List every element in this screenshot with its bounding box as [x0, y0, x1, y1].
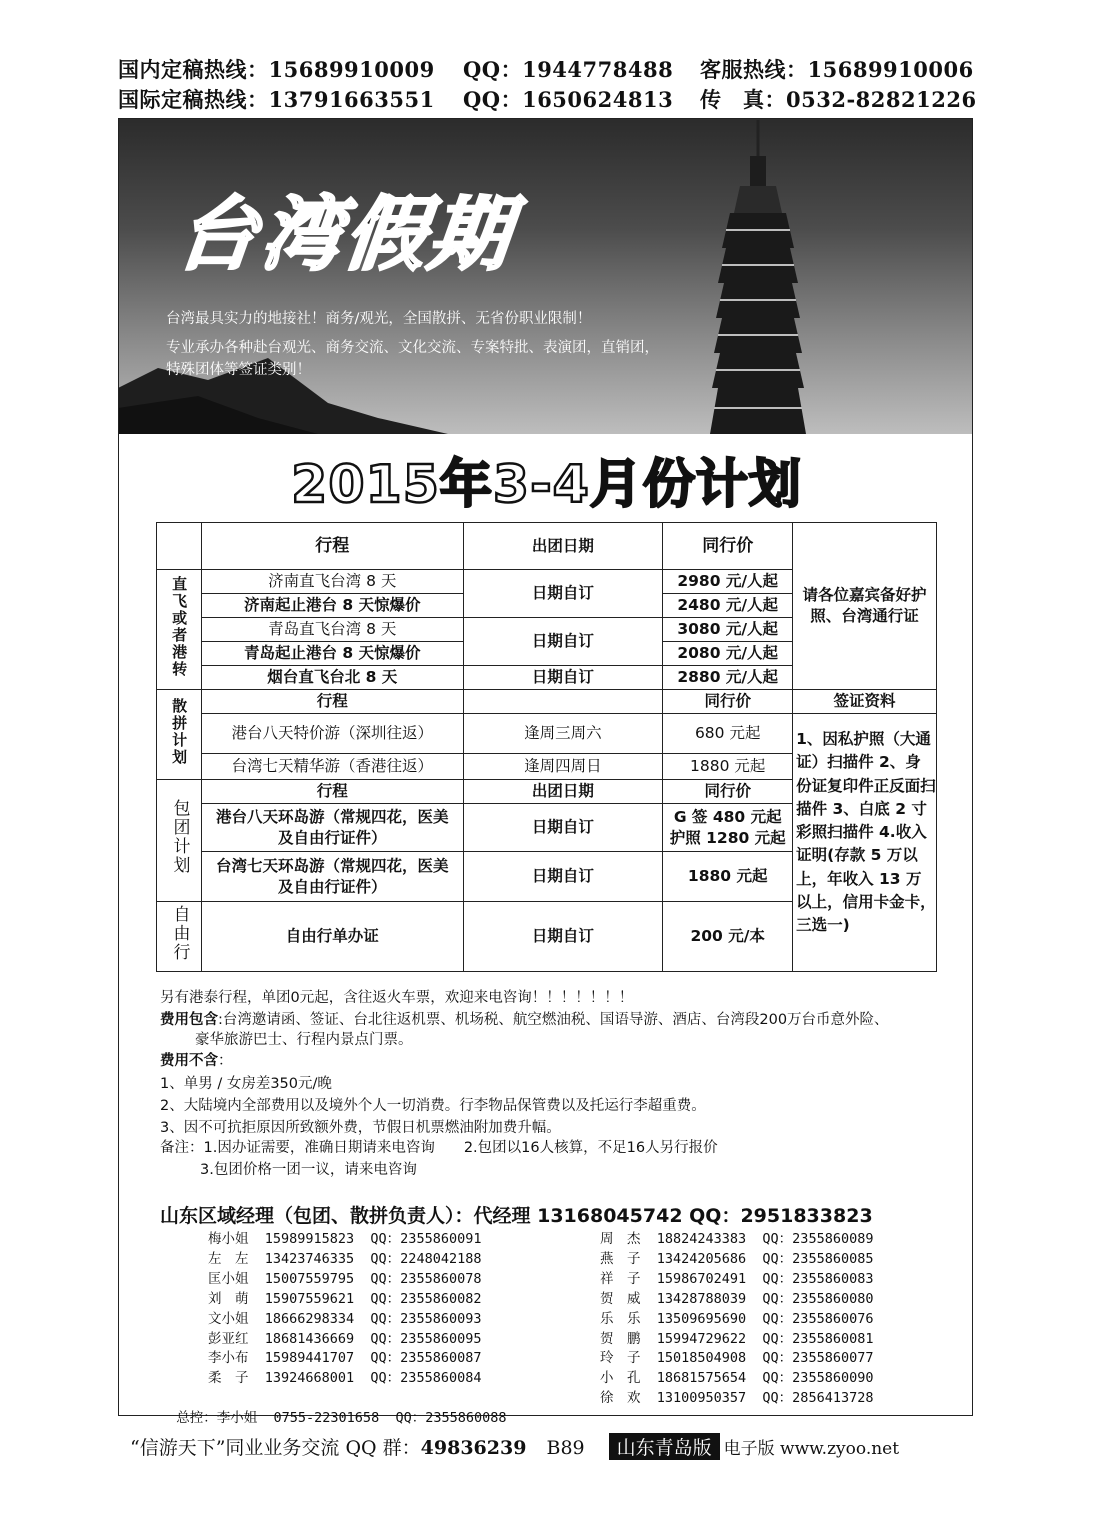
domestic-hotline: 国内定稿热线：15689910009 — [118, 57, 435, 82]
scatter-route-header: 行程 — [201, 690, 463, 714]
contact-name: 徐 欢 — [600, 1390, 641, 1407]
contact-name: 刘 萌 — [208, 1290, 249, 1307]
contact-phone: 18824243383 — [640, 1231, 747, 1247]
contact-qq: QQ：2355860077 — [746, 1350, 874, 1367]
contact-name: 乐 乐 — [600, 1310, 641, 1327]
contact-phone: 15989441707 — [248, 1350, 355, 1367]
fee-excluded — [160, 1051, 233, 1071]
section-scatter-text: 散拼计划 — [170, 697, 189, 766]
contact-qq: QQ：2355860078 — [354, 1270, 482, 1287]
col-date-header: 出团日期 — [463, 523, 663, 570]
footer-site: 电子版 www.zyoo.net — [723, 1439, 900, 1459]
group-route-header: 行程 — [201, 780, 463, 804]
contact-qq: QQ：2355860090 — [746, 1370, 874, 1387]
plan-title: 2015年3-4月份计划 — [291, 455, 802, 515]
footer-qq-group: 49836239 — [420, 1437, 527, 1459]
route-cell: 港台八天环岛游（常规四花，医美及自由行证件） — [201, 804, 463, 852]
contact-name: 祥 子 — [600, 1270, 641, 1287]
frame-left — [118, 118, 119, 1416]
price-table — [156, 522, 937, 972]
fax: 传 真：0532-82821226 — [700, 87, 977, 112]
visa-header: 签证资料 — [793, 690, 937, 714]
contact-qq: QQ：2355860087 — [354, 1350, 482, 1367]
route-cell: 济南起止港台 8 天惊爆价 — [201, 594, 463, 618]
scatter-price-header: 同行价 — [663, 690, 793, 714]
date-cell: 日期自订 — [463, 666, 663, 690]
contact-row — [600, 1330, 873, 1350]
regional-manager: 山东区域经理（包团、散拼负责人）：代经理 13168045742 QQ：2951833823 — [160, 1205, 873, 1227]
contact-name: 周 杰 — [600, 1231, 641, 1247]
fee-included-label: 费用包含 — [160, 1012, 218, 1028]
contact-name: 小 孔 — [600, 1370, 641, 1387]
date-cell: 日期自订 — [463, 618, 663, 666]
price-cell: 2980 元/人起 — [663, 570, 793, 594]
contact-qq: QQ：2248042188 — [354, 1250, 482, 1267]
date-cell: 逢周四周日 — [463, 754, 663, 780]
banner-line-1: 台湾最具实力的地接社！商务/观光，全国散拼、无省份职业限制！ — [166, 311, 592, 327]
blank-cell — [157, 523, 202, 570]
contact-name: 左 左 — [208, 1250, 249, 1267]
contact-qq: QQ：2355860091 — [354, 1231, 482, 1247]
price-cell — [663, 804, 793, 852]
banner-line-2: 专业承办各种赴台观光、商务交流、文化交流、专案特批、表演团，直销团， — [166, 340, 659, 356]
contact-row — [600, 1250, 873, 1270]
table-header-row — [157, 523, 937, 570]
date-cell: 日期自订 — [463, 902, 663, 972]
domestic-qq: QQ：1944778488 — [463, 57, 674, 82]
contact-name: 燕 子 — [600, 1250, 641, 1267]
section-free-label — [157, 902, 202, 972]
price-cell: 1880 元起 — [663, 754, 793, 780]
contact-qq: QQ：2355860080 — [746, 1290, 874, 1307]
fee-included-text: :台湾邀请函、签证、台北往返机票、机场税、航空燃油税、国语导游、酒店、台湾段200万台币意外险、 — [218, 1012, 889, 1028]
blank-cell — [463, 690, 663, 714]
route-cell: 台湾七天精华游（香港往返） — [201, 754, 463, 780]
contact-name: 贺 威 — [600, 1290, 641, 1307]
fee-excluded-3: 3、因不可抗拒原因所致额外费，节假日机票燃油附加费升幅。 — [160, 1120, 561, 1136]
price-cell: 2080 元/人起 — [663, 642, 793, 666]
contact-row — [600, 1369, 873, 1389]
contact-qq: QQ：2355860095 — [354, 1330, 482, 1347]
contact-name: 梅小姐 — [208, 1231, 249, 1247]
contact-row — [208, 1349, 481, 1369]
contact-row — [208, 1310, 481, 1330]
col-price-header: 同行价 — [663, 523, 793, 570]
contact-row — [208, 1369, 481, 1389]
contact-name: 匡小姐 — [208, 1270, 249, 1287]
intl-hotline: 国际定稿热线：13791663551 — [118, 87, 435, 112]
contact-phone: 13509695690 — [640, 1310, 747, 1327]
route-cell: 青岛起止港台 8 天惊爆价 — [201, 642, 463, 666]
table-row — [157, 714, 937, 754]
contacts-left — [208, 1230, 481, 1389]
contact-chief — [160, 1389, 507, 1429]
contact-row — [208, 1230, 481, 1250]
contact-phone: 13100950357 — [640, 1390, 747, 1407]
date-cell: 日期自订 — [463, 852, 663, 902]
contact-row — [208, 1250, 481, 1270]
section-free-text: 自由行 — [169, 904, 190, 962]
intl-qq: QQ：1650624813 — [463, 87, 674, 112]
section-direct-text: 直飞或者港转 — [170, 575, 189, 678]
contact-phone: 18681436669 — [248, 1330, 355, 1347]
visa-requirements: 1、因私护照（大通证）扫描件 2、身份证复印件正反面扫描件 3、白底 2 寸彩照扫描件 4.收入证明(存款 5 万以上，年收入 13 万以上，信用卡金卡，三选一) — [793, 714, 937, 972]
contact-phone: 13424205686 — [640, 1250, 747, 1267]
passport-note: 请各位嘉宾备好护照、台湾通行证 — [793, 523, 937, 690]
contact-qq: QQ：2355860084 — [354, 1370, 482, 1387]
contact-name: 李小布 — [208, 1350, 249, 1367]
contact-row — [208, 1270, 481, 1290]
contact-phone: 13428788039 — [640, 1290, 747, 1307]
price-cell: 3080 元/人起 — [663, 618, 793, 642]
chief-qq: QQ：2355860088 — [395, 1409, 507, 1426]
contact-qq: QQ：2355860093 — [354, 1310, 482, 1327]
remark-1: 备注：1.因办证需要，准确日期请来电咨询 2.包团以16人核算，不足16人另行报价 — [160, 1140, 718, 1156]
price-cell: 2480 元/人起 — [663, 594, 793, 618]
contact-name: 文小姐 — [208, 1310, 249, 1327]
chief-label: 总控： — [176, 1409, 217, 1426]
banner-line-3: 特殊团体等签证类别！ — [166, 362, 311, 378]
contact-qq: QQ：2355860083 — [746, 1270, 874, 1287]
remark-2: 3.包团价格一团一议，请来电咨询 — [200, 1162, 417, 1178]
banner-title: 台湾假期 — [172, 188, 519, 281]
contact-name: 贺 鹏 — [600, 1330, 641, 1347]
frame-right — [972, 118, 973, 1416]
banner — [118, 118, 973, 434]
contact-name: 玲 子 — [600, 1350, 641, 1367]
contact-row — [600, 1349, 873, 1369]
route-cell: 港台八天特价游（深圳往返） — [201, 714, 463, 754]
contact-phone: 18666298334 — [248, 1310, 355, 1327]
contact-phone: 13924668001 — [248, 1370, 355, 1387]
contact-qq: QQ：2355860085 — [746, 1250, 874, 1267]
contact-row — [600, 1270, 873, 1290]
price-cell: 1880 元起 — [663, 852, 793, 902]
price-g-visa: G 签 480 元起 — [673, 807, 782, 826]
contact-phone: 15018504908 — [640, 1350, 747, 1367]
contact-phone: 18681575654 — [640, 1370, 747, 1387]
contact-row — [600, 1310, 873, 1330]
service-hotline: 客服热线：15689910006 — [700, 57, 974, 82]
contact-qq: QQ：2355860081 — [746, 1330, 874, 1347]
chief-phone: 0755-22301658 — [273, 1409, 380, 1426]
group-date-header: 出团日期 — [463, 780, 663, 804]
contact-phone: 15986702491 — [640, 1270, 747, 1287]
section-group-label — [157, 780, 202, 902]
contact-row — [208, 1290, 481, 1310]
fee-included-cont: 豪华旅游巴士、行程内景点门票。 — [195, 1032, 413, 1048]
contacts-right — [600, 1230, 873, 1409]
fee-included — [160, 1010, 889, 1030]
contact-phone: 15994729622 — [640, 1330, 747, 1347]
route-cell: 青岛直飞台湾 8 天 — [201, 618, 463, 642]
fee-excluded-2: 2、大陆境内全部费用以及境外个人一切消费。行李物品保管费以及托运行李超重费。 — [160, 1098, 706, 1114]
contact-qq: QQ：2355860076 — [746, 1310, 874, 1327]
hk-thailand-note: 另有港泰行程，单团0元起，含往返火车票，欢迎来电咨询！！！！！！！ — [160, 990, 634, 1006]
col-route-header: 行程 — [201, 523, 463, 570]
fee-excluded-label: 费用不含 — [160, 1053, 218, 1069]
section-scatter-label — [157, 690, 202, 780]
price-passport: 护照 1280 元起 — [669, 828, 786, 847]
footer — [130, 1433, 899, 1460]
fee-excluded-1: 1、单男 / 女房差350元/晚 — [160, 1076, 332, 1092]
route-cell: 台湾七天环岛游（常规四花，医美及自由行证件） — [201, 852, 463, 902]
contact-phone: 15907559621 — [248, 1290, 355, 1307]
chief-name: 李小姐 — [216, 1409, 258, 1426]
route-cell: 自由行单办证 — [201, 902, 463, 972]
date-cell: 日期自订 — [463, 570, 663, 618]
fee-excluded-colon: ： — [218, 1053, 233, 1069]
group-price-header: 同行价 — [663, 780, 793, 804]
date-cell: 逢周三周六 — [463, 714, 663, 754]
price-cell: 200 元/本 — [663, 902, 793, 972]
section-direct-label — [157, 570, 202, 690]
route-cell: 济南直飞台湾 8 天 — [201, 570, 463, 594]
route-cell: 烟台直飞台北 8 天 — [201, 666, 463, 690]
contact-phone: 15989915823 — [248, 1231, 355, 1247]
scatter-header-row — [157, 690, 937, 714]
contact-row — [600, 1389, 873, 1409]
footer-slogan: “信游天下”同业业务交流 QQ 群： — [130, 1437, 421, 1459]
price-cell: 680 元起 — [663, 714, 793, 754]
contact-phone: 13423746335 — [248, 1250, 355, 1267]
contact-name: 彭亚红 — [208, 1330, 249, 1347]
contact-qq: QQ：2355860082 — [354, 1290, 482, 1307]
footer-edition: 山东青岛版 — [609, 1433, 720, 1460]
frame-top — [118, 118, 973, 119]
contact-qq: QQ：2355860089 — [746, 1231, 874, 1247]
contact-phone: 15007559795 — [248, 1270, 355, 1287]
footer-page: B89 — [546, 1437, 585, 1459]
contact-name: 柔 子 — [208, 1370, 249, 1387]
contact-row — [600, 1290, 873, 1310]
section-group-text: 包团计划 — [169, 799, 190, 876]
contact-row — [208, 1330, 481, 1350]
contact-qq: QQ：2856413728 — [746, 1390, 874, 1407]
contact-row — [600, 1230, 873, 1250]
price-cell: 2880 元/人起 — [663, 666, 793, 690]
date-cell: 日期自订 — [463, 804, 663, 852]
